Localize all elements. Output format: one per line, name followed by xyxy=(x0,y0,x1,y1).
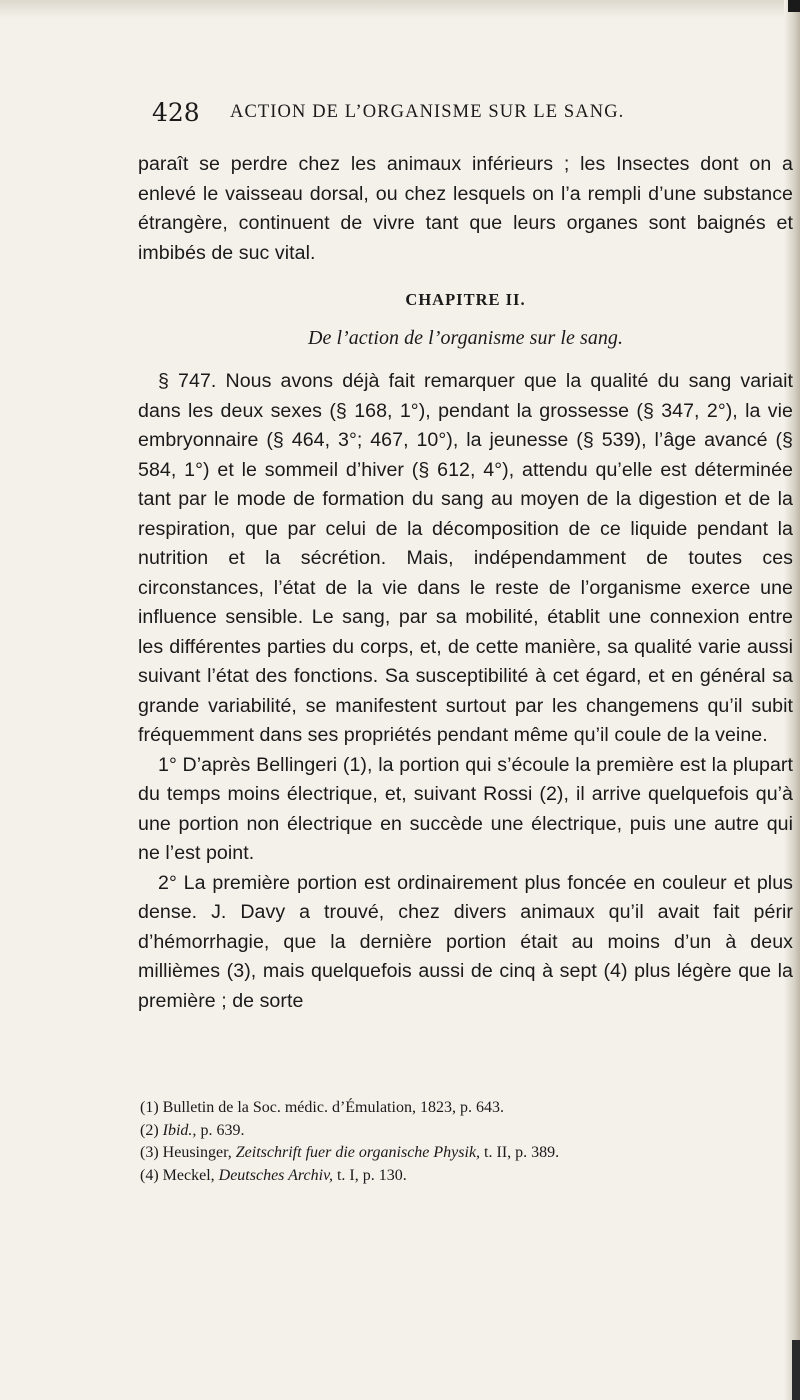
chapter-title: CHAPITRE II. xyxy=(405,290,526,309)
footnote-3-author: (3) Heusinger, xyxy=(140,1144,236,1161)
page-bottom-edge-mark xyxy=(792,1340,800,1400)
footnotes xyxy=(140,1097,790,1187)
footnote-2-number: (2) xyxy=(140,1121,163,1139)
page-number: 428 xyxy=(152,98,200,127)
footnote-4-author: (4) Meckel, xyxy=(140,1166,219,1184)
paragraph-continuation: paraît se perdre chez les animaux inférieurs ; les Insectes dont on a enlevé le vaisseau dorsal, ou chez lesquels on l’a rempli d’une substance étrangère, continuent de vivre tant que leurs organes sont baignés et imbibés de suc vital. xyxy=(138,153,793,264)
paragraph-747: § 747. Nous avons déjà fait remarquer que la qualité du sang variait dans les deux sexes (§ 168, 1°), pendant la grossesse (§ 347, 2°), la vie embryonnaire (§ 464, 3°; 467, 10°), la jeunesse (§ 539), l’âge avancé (§ 584, 1°) et le sommeil d’hiver (§ 612, 4°), attendu qu’elle est déterminée tant par le mode de formation du sang au moyen de la digestion et de la respiration, que par celui de la décomposition de ce liquide pendant la nutrition et la sécrétion. Mais, indépendamment de toutes ces circonstances, l’état de la vie dans le reste de l’organisme exerce une influence sensible. Le sang, par sa mobilité, établit une connexion entre les différentes parties du corps, et, de cette manière, sa qualité varie aussi suivant l’état des fonctions. Sa susceptibilité à cet égard, et en général sa grande variabilité, se manifestent surtout par les changemens qu’il subit fréquemment dans ses propriétés pendant même qu’il coule de la veine. xyxy=(138,370,793,746)
body-text xyxy=(138,150,793,1016)
footnote-2-page: p. 639. xyxy=(196,1121,245,1139)
footnote-4 xyxy=(140,1165,790,1188)
page-corner-mark xyxy=(788,0,800,12)
footnote-2 xyxy=(140,1120,790,1143)
chapter-subtitle: De l’action de l’organisme sur le sang. xyxy=(307,327,624,349)
page-top-shadow xyxy=(0,0,800,18)
paragraph-point-2: 2° La première portion est ordinairement plus foncée en couleur et plus dense. J. Davy a trouvé, chez divers animaux qu’il avait fait périr d’hémorrhagie, que la dernière portion était au moins d’un à deux millièmes (3), mais quelquefois aussi de cinq à sept (4) plus légère que la première ; de sorte xyxy=(138,871,793,1012)
paragraph-point-1: 1° D’après Bellingeri (1), la portion qui s’écoule la première est la plupart du temps moins électrique, et, suivant Rossi (2), il arrive quelquefois qu’à une portion non électrique en succède une électrique, puis une autre qui ne l’est point. xyxy=(138,753,793,864)
footnote-1: (1) Bulletin de la Soc. médic. d’Émulation, 1823, p. 643. xyxy=(140,1099,504,1116)
footnote-4-source: Deutsches Archiv, xyxy=(218,1166,333,1184)
footnote-3-page: t. II, p. 389. xyxy=(480,1144,560,1161)
footnote-3 xyxy=(140,1142,790,1165)
page-header xyxy=(152,98,752,130)
footnote-4-page: t. I, p. 130. xyxy=(332,1166,407,1184)
running-head: ACTION DE L’ORGANISME SUR LE SANG. xyxy=(230,102,625,122)
footnote-2-source: Ibid., xyxy=(162,1121,197,1139)
footnote-3-source: Zeitschrift fuer die organische Physik, xyxy=(235,1144,481,1161)
